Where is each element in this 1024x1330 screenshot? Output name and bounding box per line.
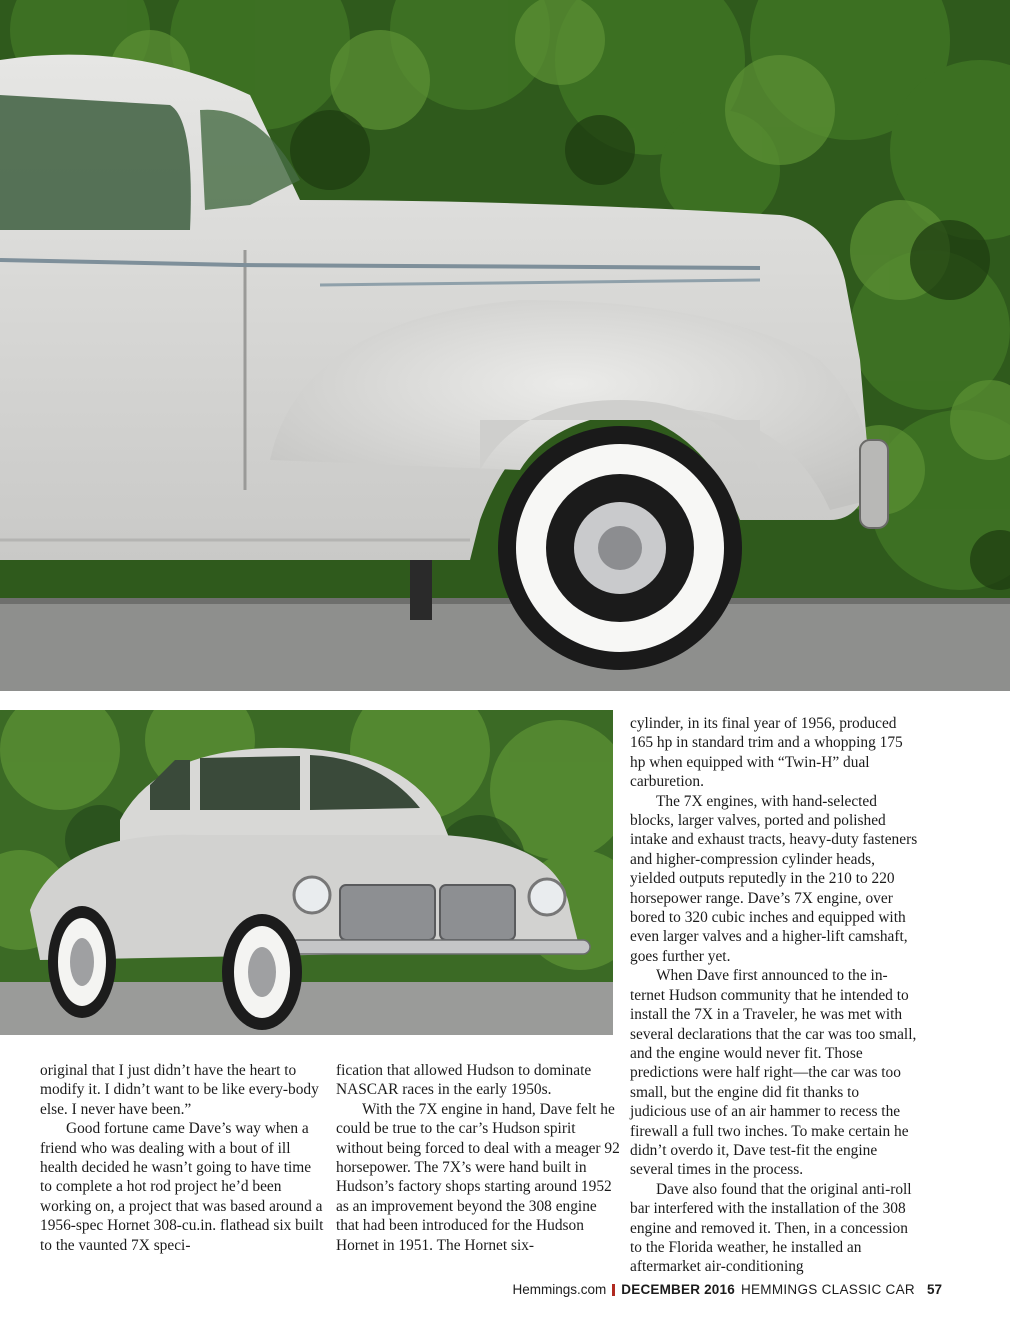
article-column-2 [336,1061,622,1255]
paragraph: With the 7X engine in hand, Dave felt he could be true to the car’s Hudson spirit without being forced to deal with a meager 92 horsepower. The 7X’s were hand built in Hudson’s factory shops starting around 1952 as an improvement beyond the 308 engine that had been introduced for the Hudson Hornet in 1951. The Hornet six- [336,1100,620,1254]
paragraph: Good fortune came Dave’s way when a friend who was dealing with a bout of ill health decided he wasn’t going to have time to complete a hot rod project he’d been working on, a project that was based around a 1956-spec Hornet 308-cu.in. flathead six built to the vaunted 7X speci- [40,1120,324,1254]
paragraph: Dave also found that the original anti-roll bar interfered with the installation of the 308 engine and removed it. Then, in a concession to the Florida weather, he installed an aftermarket air-conditioning [630,1180,912,1276]
footer-issue-date: DECEMBER 2016 [621,1282,735,1297]
footer-divider [612,1284,615,1296]
paragraph: original that I just didn’t have the heart to modify it. I didn’t want to be like every-body else. I never have been.” [40,1062,319,1118]
paragraph: When Dave first announced to the in-ternet Hudson community that he intended to install the 7X in a Traveler, he was met with several declarations that the car was too small, and the engine would never fit. Those predictions were half right—the car was too small, but the engine did fit thanks to judicious use of an air hammer to recess the firewall a full two inches. To make certain he didn’t overdo it, Dave test-fit the engine several times in the process. [630,967,917,1179]
page-number: 57 [926,1282,942,1297]
footer-magazine-title: HEMMINGS CLASSIC CAR [740,1282,915,1297]
paragraph: The 7X engines, with hand-selected blocks, larger valves, ported and polished intake and exhaust tracts, heavy-duty fasteners and higher-compression cylinder heads, yielded outputs reputedly in the 210 to 220 horsepower range. Dave’s 7X engine, over bored to 320 cubic inches and equipped with even larger valves and a higher-lift camshaft, goes further yet. [630,792,918,965]
inset-photo-car-front-three-quarter [0,710,613,1035]
page-footer [513,1282,942,1297]
paragraph: cylinder, in its final year of 1956, produced 165 hp in standard trim and a whopping 175 hp when equipped with “Twin-H” dual carburetion. [630,715,903,791]
footer-site-link[interactable]: Hemmings.com [512,1282,607,1297]
paragraph: fication that allowed Hudson to dominate NASCAR races in the early 1950s. [336,1062,592,1099]
article-column-3 [630,714,918,1277]
article-column-1 [40,1061,326,1255]
